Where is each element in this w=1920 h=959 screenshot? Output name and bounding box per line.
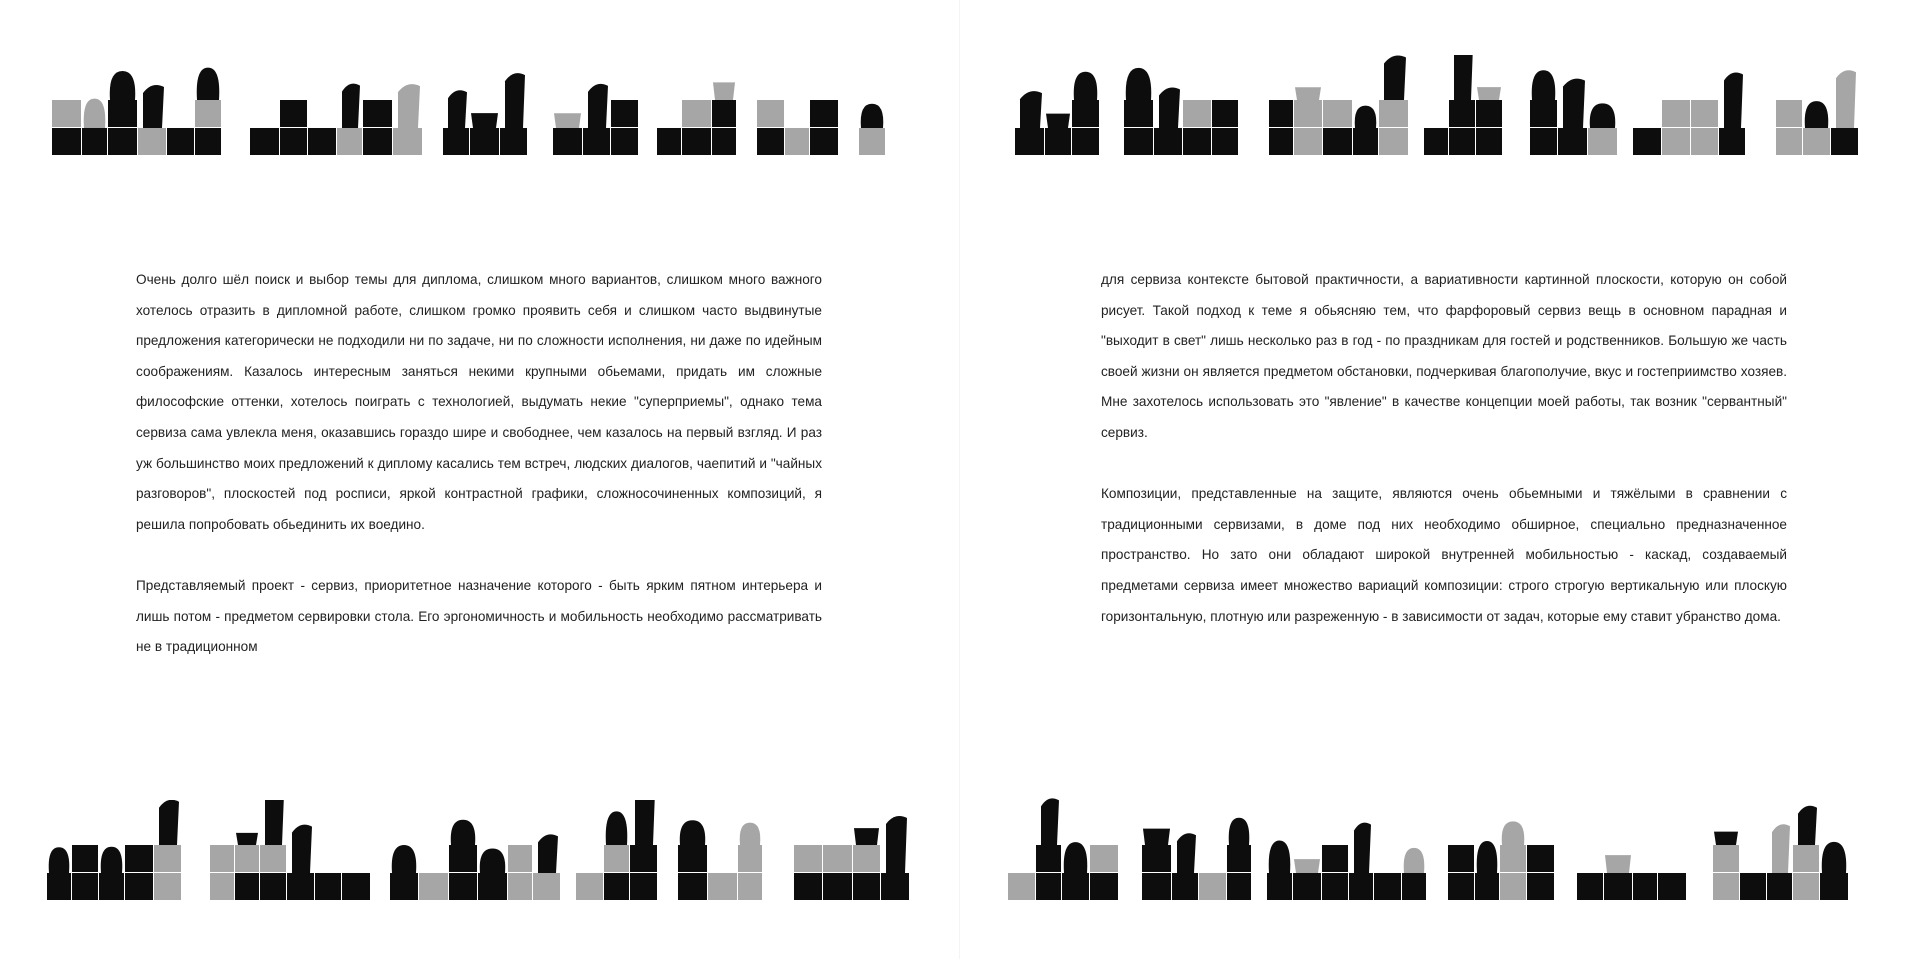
vessel-shape bbox=[1477, 87, 1501, 100]
block-shape bbox=[853, 845, 880, 872]
vessel-shape bbox=[1502, 821, 1525, 845]
vessel-shape bbox=[110, 71, 135, 100]
vessel-shape bbox=[1605, 855, 1631, 873]
block-shape bbox=[1294, 100, 1322, 127]
block-shape bbox=[881, 873, 909, 900]
block-shape bbox=[1322, 873, 1348, 900]
block-shape bbox=[1142, 873, 1171, 900]
block-shape bbox=[363, 128, 392, 155]
block-shape bbox=[125, 873, 153, 900]
block-shape bbox=[785, 128, 809, 155]
block-shape bbox=[1527, 873, 1554, 900]
vessel-shape bbox=[1404, 848, 1425, 873]
block-shape bbox=[1476, 100, 1502, 127]
vessel-shape bbox=[1159, 88, 1180, 128]
block-shape bbox=[712, 100, 736, 127]
vessel-shape bbox=[1294, 859, 1320, 873]
block-shape bbox=[1374, 873, 1401, 900]
block-shape bbox=[1691, 128, 1718, 155]
block-shape bbox=[1820, 873, 1848, 900]
block-shape bbox=[280, 128, 307, 155]
block-shape bbox=[810, 100, 838, 127]
block-shape bbox=[1269, 100, 1293, 127]
block-shape bbox=[210, 873, 234, 900]
block-shape bbox=[853, 873, 880, 900]
vessel-shape bbox=[1126, 68, 1151, 100]
block-shape bbox=[1530, 100, 1557, 127]
block-shape bbox=[1379, 128, 1408, 155]
block-shape bbox=[250, 128, 279, 155]
block-shape bbox=[1036, 845, 1061, 872]
block-shape bbox=[138, 128, 166, 155]
vessel-shape bbox=[1046, 114, 1070, 128]
block-shape bbox=[1269, 128, 1293, 155]
block-shape bbox=[1294, 128, 1322, 155]
vessel-shape bbox=[854, 828, 879, 845]
vessel-shape bbox=[1563, 79, 1585, 128]
vessel-shape bbox=[713, 82, 735, 100]
block-shape bbox=[611, 128, 638, 155]
left-page-text bbox=[136, 265, 822, 663]
block-shape bbox=[794, 873, 822, 900]
block-shape bbox=[1448, 873, 1474, 900]
block-shape bbox=[1793, 845, 1819, 872]
vessel-shape bbox=[342, 84, 360, 128]
block-shape bbox=[1124, 100, 1153, 127]
block-shape bbox=[1776, 128, 1802, 155]
block-shape bbox=[1558, 128, 1587, 155]
vessel-shape bbox=[1454, 55, 1473, 100]
paragraph: для сервиза контексте бытовой практичности, а вариативности картинной плоскости, которую он собой рисует. Такой подход к теме я обьясняю тем, что фарфоровый сервиз вещь в основном парадная и "выходит в свет" лишь несколько раз в год - по праздникам для гостей и родственников. Большую же часть своей жизни он является предметом обстановки, подчеркивая благополучие, вкус и гостеприимство хозяев. Мне захотелось использовать это "явление" в качестве концепции моей работы, так возник "сервантный" сервиз. bbox=[1101, 272, 1787, 440]
block-shape bbox=[1424, 128, 1448, 155]
block-shape bbox=[1713, 873, 1739, 900]
vessel-shape bbox=[1177, 833, 1196, 873]
block-shape bbox=[1449, 100, 1475, 127]
block-shape bbox=[72, 845, 98, 872]
porcelain-set-silhouettes-bottom-right bbox=[1008, 770, 1870, 903]
vessel-shape bbox=[265, 800, 284, 845]
paragraph: Очень долго шёл поиск и выбор темы для диплома, слишком много вариантов, слишком много важного хотелось отразить в дипломной работе, слишком громко проявить себя и слишком часто выдвинутые предложения категорически не подходили ни по задаче, ни по сложности исполнения, ни даже по идейным соображениям. Казалось интересным заняться некими крупными обьемами, придать им сложные философские оттенки, хотелось поиграть с технологией, выдумать некие "суперприемы", однако тема сервиза сама увлекла меня, оказавшись гораздо шире и свободнее, чем казалось на первый взгляд. И раз уж большинство моих предложений к диплому касались тем встреч, людских диалогов, чаепитий и "чайных разговоров", плоскостей под росписи, яркой контрастной графики, сложносочиненных композиций, я решила попробовать обьединить их воедино. bbox=[136, 272, 822, 532]
block-shape bbox=[1604, 873, 1632, 900]
vessel-shape bbox=[1020, 91, 1042, 128]
vessel-shape bbox=[143, 85, 164, 128]
block-shape bbox=[108, 100, 137, 127]
block-shape bbox=[1353, 128, 1378, 155]
block-shape bbox=[1323, 128, 1352, 155]
block-shape bbox=[1154, 128, 1182, 155]
vessel-shape bbox=[292, 825, 312, 873]
block-shape bbox=[1090, 845, 1118, 872]
block-shape bbox=[235, 873, 259, 900]
vessel-shape bbox=[1269, 840, 1291, 873]
block-shape bbox=[1803, 128, 1830, 155]
vessel-shape bbox=[606, 811, 628, 845]
block-shape bbox=[682, 128, 711, 155]
block-shape bbox=[1183, 128, 1211, 155]
vessel-shape bbox=[1805, 101, 1829, 128]
block-shape bbox=[1090, 873, 1118, 900]
paragraph: Представляемый проект - сервиз, приоритетное назначение которого - быть ярким пятном интерьера и лишь потом - предметом сервировки стола. Его эргономичность и мобильность необходимо рассматривать не в традиционном bbox=[136, 577, 822, 655]
block-shape bbox=[210, 845, 234, 872]
tableware-silhouette-icon bbox=[1015, 55, 1870, 158]
block-shape bbox=[708, 873, 737, 900]
block-shape bbox=[260, 873, 286, 900]
vessel-shape bbox=[554, 113, 581, 128]
tableware-silhouette-icon bbox=[52, 55, 904, 158]
vessel-shape bbox=[1074, 72, 1098, 100]
block-shape bbox=[1212, 128, 1238, 155]
vessel-shape bbox=[1384, 56, 1406, 100]
block-shape bbox=[678, 873, 707, 900]
vessel-shape bbox=[1041, 798, 1059, 845]
block-shape bbox=[390, 873, 418, 900]
block-shape bbox=[52, 128, 81, 155]
block-shape bbox=[508, 873, 532, 900]
block-shape bbox=[1658, 873, 1686, 900]
block-shape bbox=[443, 128, 469, 155]
block-shape bbox=[235, 845, 259, 872]
porcelain-set-silhouettes-bottom-left bbox=[47, 800, 909, 903]
block-shape bbox=[1015, 128, 1044, 155]
block-shape bbox=[342, 873, 370, 900]
block-shape bbox=[757, 100, 784, 127]
block-shape bbox=[859, 128, 885, 155]
block-shape bbox=[823, 845, 852, 872]
block-shape bbox=[604, 873, 629, 900]
block-shape bbox=[449, 873, 477, 900]
vessel-shape bbox=[1355, 106, 1377, 128]
block-shape bbox=[1124, 128, 1153, 155]
block-shape bbox=[1072, 100, 1099, 127]
block-shape bbox=[1776, 100, 1802, 127]
block-shape bbox=[1662, 128, 1690, 155]
block-shape bbox=[1691, 100, 1718, 127]
vessel-shape bbox=[451, 820, 476, 845]
block-shape bbox=[195, 128, 221, 155]
vessel-shape bbox=[635, 800, 655, 845]
block-shape bbox=[108, 128, 137, 155]
block-shape bbox=[308, 128, 336, 155]
block-shape bbox=[1036, 873, 1061, 900]
block-shape bbox=[1662, 100, 1690, 127]
vessel-shape bbox=[197, 68, 220, 100]
vessel-shape bbox=[1354, 823, 1371, 873]
vessel-shape bbox=[101, 847, 123, 873]
vessel-shape bbox=[392, 845, 417, 873]
block-shape bbox=[1500, 873, 1526, 900]
right-page-text bbox=[1101, 265, 1787, 632]
block-shape bbox=[1831, 128, 1858, 155]
porcelain-set-silhouettes-top-left bbox=[52, 55, 904, 158]
tableware-silhouette-icon bbox=[1008, 770, 1870, 903]
block-shape bbox=[1323, 100, 1352, 127]
vessel-shape bbox=[49, 847, 70, 873]
block-shape bbox=[280, 100, 307, 127]
block-shape bbox=[738, 845, 762, 872]
vessel-shape bbox=[505, 73, 525, 128]
block-shape bbox=[657, 128, 681, 155]
block-shape bbox=[1349, 873, 1373, 900]
vessel-shape bbox=[398, 84, 420, 128]
block-shape bbox=[630, 845, 657, 872]
block-shape bbox=[1227, 845, 1251, 872]
vessel-shape bbox=[886, 816, 907, 873]
block-shape bbox=[478, 873, 507, 900]
block-shape bbox=[1008, 873, 1035, 900]
block-shape bbox=[1448, 845, 1474, 872]
block-shape bbox=[1267, 873, 1292, 900]
vessel-shape bbox=[1229, 818, 1250, 845]
block-shape bbox=[823, 873, 852, 900]
block-shape bbox=[99, 873, 124, 900]
vessel-shape bbox=[1714, 832, 1738, 845]
vessel-shape bbox=[680, 820, 705, 845]
block-shape bbox=[195, 100, 221, 127]
block-shape bbox=[738, 873, 762, 900]
block-shape bbox=[1379, 100, 1408, 127]
block-shape bbox=[287, 873, 314, 900]
block-shape bbox=[1183, 100, 1211, 127]
block-shape bbox=[533, 873, 560, 900]
block-shape bbox=[1172, 873, 1198, 900]
block-shape bbox=[363, 100, 392, 127]
vessel-shape bbox=[84, 99, 106, 128]
block-shape bbox=[1767, 873, 1792, 900]
vessel-shape bbox=[1295, 87, 1321, 100]
block-shape bbox=[678, 845, 707, 872]
block-shape bbox=[500, 128, 527, 155]
vessel-shape bbox=[1532, 70, 1556, 100]
block-shape bbox=[1449, 128, 1475, 155]
block-shape bbox=[1293, 873, 1321, 900]
block-shape bbox=[1633, 873, 1657, 900]
vessel-shape bbox=[1590, 103, 1615, 128]
vessel-shape bbox=[588, 84, 608, 128]
porcelain-set-silhouettes-top-right bbox=[1015, 55, 1870, 158]
vessel-shape bbox=[1822, 842, 1847, 873]
block-shape bbox=[757, 128, 784, 155]
block-shape bbox=[1227, 873, 1251, 900]
block-shape bbox=[1475, 873, 1499, 900]
block-shape bbox=[1793, 873, 1819, 900]
vessel-shape bbox=[538, 834, 558, 873]
block-shape bbox=[125, 845, 153, 872]
vessel-shape bbox=[236, 833, 258, 845]
vessel-shape bbox=[1143, 829, 1170, 845]
page-fold bbox=[959, 0, 960, 959]
block-shape bbox=[604, 845, 629, 872]
vessel-shape bbox=[861, 104, 884, 128]
vessel-shape bbox=[1724, 72, 1743, 128]
block-shape bbox=[1527, 845, 1554, 872]
block-shape bbox=[260, 845, 286, 872]
block-shape bbox=[337, 128, 362, 155]
block-shape bbox=[682, 100, 711, 127]
block-shape bbox=[576, 873, 603, 900]
block-shape bbox=[154, 873, 181, 900]
block-shape bbox=[167, 128, 194, 155]
block-shape bbox=[1072, 128, 1099, 155]
block-shape bbox=[1322, 845, 1348, 872]
block-shape bbox=[1402, 873, 1426, 900]
vessel-shape bbox=[1772, 824, 1790, 873]
block-shape bbox=[52, 100, 81, 127]
block-shape bbox=[1740, 873, 1766, 900]
block-shape bbox=[1045, 128, 1071, 155]
vessel-shape bbox=[448, 90, 467, 128]
block-shape bbox=[1577, 873, 1603, 900]
block-shape bbox=[810, 128, 838, 155]
block-shape bbox=[82, 128, 107, 155]
vessel-shape bbox=[480, 849, 505, 873]
block-shape bbox=[1588, 128, 1617, 155]
block-shape bbox=[1713, 845, 1739, 872]
tableware-silhouette-icon bbox=[47, 800, 909, 903]
vessel-shape bbox=[740, 823, 761, 845]
block-shape bbox=[1062, 873, 1089, 900]
vessel-shape bbox=[1836, 70, 1856, 128]
block-shape bbox=[508, 845, 532, 872]
block-shape bbox=[1142, 845, 1171, 872]
block-shape bbox=[315, 873, 341, 900]
vessel-shape bbox=[471, 113, 498, 128]
block-shape bbox=[1500, 845, 1526, 872]
vessel-shape bbox=[1798, 806, 1817, 845]
block-shape bbox=[1199, 873, 1226, 900]
block-shape bbox=[630, 873, 657, 900]
block-shape bbox=[449, 845, 477, 872]
block-shape bbox=[553, 128, 582, 155]
block-shape bbox=[393, 128, 422, 155]
block-shape bbox=[794, 845, 822, 872]
block-shape bbox=[154, 845, 181, 872]
block-shape bbox=[72, 873, 98, 900]
block-shape bbox=[47, 873, 71, 900]
block-shape bbox=[1476, 128, 1502, 155]
block-shape bbox=[1719, 128, 1745, 155]
vessel-shape bbox=[159, 800, 179, 845]
block-shape bbox=[419, 873, 448, 900]
block-shape bbox=[611, 100, 638, 127]
vessel-shape bbox=[1477, 841, 1498, 873]
block-shape bbox=[470, 128, 499, 155]
paragraph: Композиции, представленные на защите, являются очень обьемными и тяжёлыми в сравнении с традиционными сервизами, в доме под них необходимо обширное, специально предназначенное пространство. Но зато они обладают широкой внутренней мобильностью - каскад, создаваемый предметами сервиза имеет множество вариаций композиции: строго строгую вертикальную или плоскую горизонтальную, плотную или разреженную - в зависимости от задач, которые ему ставит убранство дома. bbox=[1101, 486, 1787, 624]
block-shape bbox=[583, 128, 610, 155]
block-shape bbox=[712, 128, 736, 155]
block-shape bbox=[1633, 128, 1661, 155]
block-shape bbox=[1530, 128, 1557, 155]
block-shape bbox=[1212, 100, 1238, 127]
vessel-shape bbox=[1064, 842, 1088, 873]
